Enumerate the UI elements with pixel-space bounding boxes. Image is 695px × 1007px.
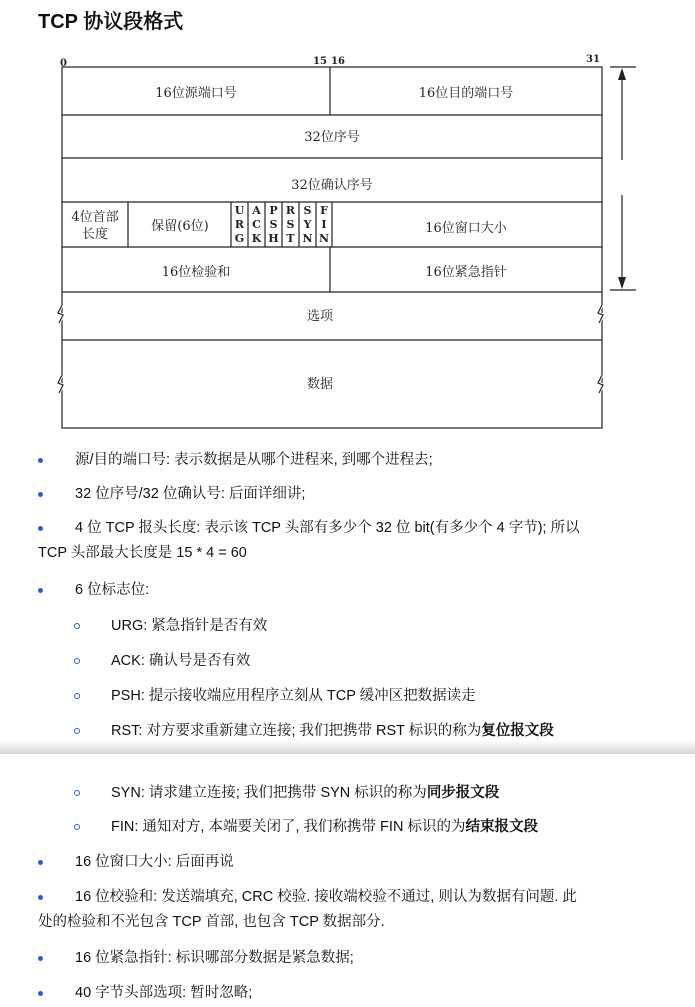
svg-text:H: H (268, 232, 279, 245)
circle-bullet-icon (74, 623, 80, 629)
bullet-icon (38, 492, 43, 497)
field-hlen: 4位首部 (71, 210, 119, 225)
list-item: 16 位紧急指针: 标识哪部分数据是紧急数据; (75, 950, 354, 966)
list-item: 源/目的端口号: 表示数据是从哪个进程来, 到哪个进程去; (75, 452, 433, 468)
bit-label: 31 (586, 54, 600, 65)
svg-text:R: R (285, 204, 296, 217)
svg-text:S: S (269, 218, 278, 231)
bullet-icon (38, 956, 43, 961)
circle-bullet-icon (74, 790, 80, 796)
svg-text:R: R (234, 218, 245, 231)
circle-bullet-icon (74, 824, 80, 830)
bullet-icon (38, 526, 43, 531)
page-break (0, 740, 695, 754)
field-hlen: 长度 (81, 227, 109, 242)
svg-text:I: I (321, 218, 327, 231)
page-title: TCP 协议段格式 (38, 11, 184, 33)
list-item: 16 位校验和: 发送端填充, CRC 校验. 接收端校验不通过, 则认为数据有问题. 此 (75, 889, 577, 905)
sub-list-item: FIN: 通知对方, 本端要关闭了, 我们称携带 FIN 标识的为结束报文段 (111, 819, 538, 835)
list-item-continuation: TCP 头部最大长度是 15 * 4 = 60 (38, 545, 247, 561)
bullet-icon (38, 458, 43, 463)
svg-text:S: S (303, 204, 312, 217)
svg-text:T: T (286, 232, 295, 245)
sub-list-item: PSH: 提示接收端应用程序立刻从 TCP 缓冲区把数据读走 (111, 688, 476, 704)
circle-bullet-icon (74, 658, 80, 664)
list-item-continuation: 处的检验和不光包含 TCP 首部, 也包含 TCP 数据部分. (38, 914, 385, 930)
sub-list-item: SYN: 请求建立连接; 我们把携带 SYN 标识的称为同步报文段 (111, 785, 500, 801)
sub-list-item: RST: 对方要求重新建立连接; 我们把携带 RST 标识的称为复位报文段 (111, 723, 554, 739)
svg-text:G: G (234, 232, 245, 245)
field-ack: 32位确认序号 (291, 178, 373, 193)
svg-text:N: N (318, 232, 330, 245)
field-src-port: 16位源端口号 (155, 86, 237, 101)
list-item: 40 字节头部选项: 暂时忽略; (75, 985, 253, 1001)
svg-text:U: U (234, 204, 245, 217)
circle-bullet-icon (74, 693, 80, 699)
bullet-icon (38, 895, 43, 900)
tcp-header-diagram (0, 0, 695, 440)
svg-text:C: C (252, 218, 261, 231)
bit-label: 15 (313, 56, 327, 67)
field-seq: 32位序号 (304, 130, 360, 145)
bit-label: 0 (60, 58, 67, 69)
svg-text:A: A (252, 204, 261, 217)
list-item: 16 位窗口大小: 后面再说 (75, 854, 234, 870)
list-item: 4 位 TCP 报头长度: 表示该 TCP 头部有多少个 32 位 bit(有多少个 4 字节); 所以 (75, 520, 580, 536)
bullet-icon (38, 588, 43, 593)
field-options: 选项 (306, 309, 334, 324)
field-window: 16位窗口大小 (425, 221, 507, 236)
bullet-icon (38, 860, 43, 865)
svg-text:S: S (286, 218, 295, 231)
bullet-icon (38, 991, 43, 996)
sub-list-item: URG: 紧急指针是否有效 (111, 618, 268, 634)
field-dst-port: 16位目的端口号 (418, 86, 514, 101)
field-data: 数据 (306, 377, 334, 392)
circle-bullet-icon (74, 728, 80, 734)
svg-text:P: P (269, 204, 278, 217)
svg-text:F: F (320, 204, 328, 217)
field-urgent: 16位紧急指针 (425, 265, 507, 280)
field-reserved: 保留(6位) (151, 219, 209, 234)
bit-label: 16 (331, 56, 345, 67)
svg-text:K: K (251, 232, 262, 245)
field-checksum: 16位检验和 (161, 265, 231, 280)
list-item: 32 位序号/32 位确认号: 后面详细讲; (75, 486, 306, 502)
svg-text:N: N (302, 232, 313, 245)
list-item: 6 位标志位: (75, 582, 150, 598)
svg-text:Y: Y (303, 218, 312, 231)
sub-list-item: ACK: 确认号是否有效 (111, 653, 251, 669)
